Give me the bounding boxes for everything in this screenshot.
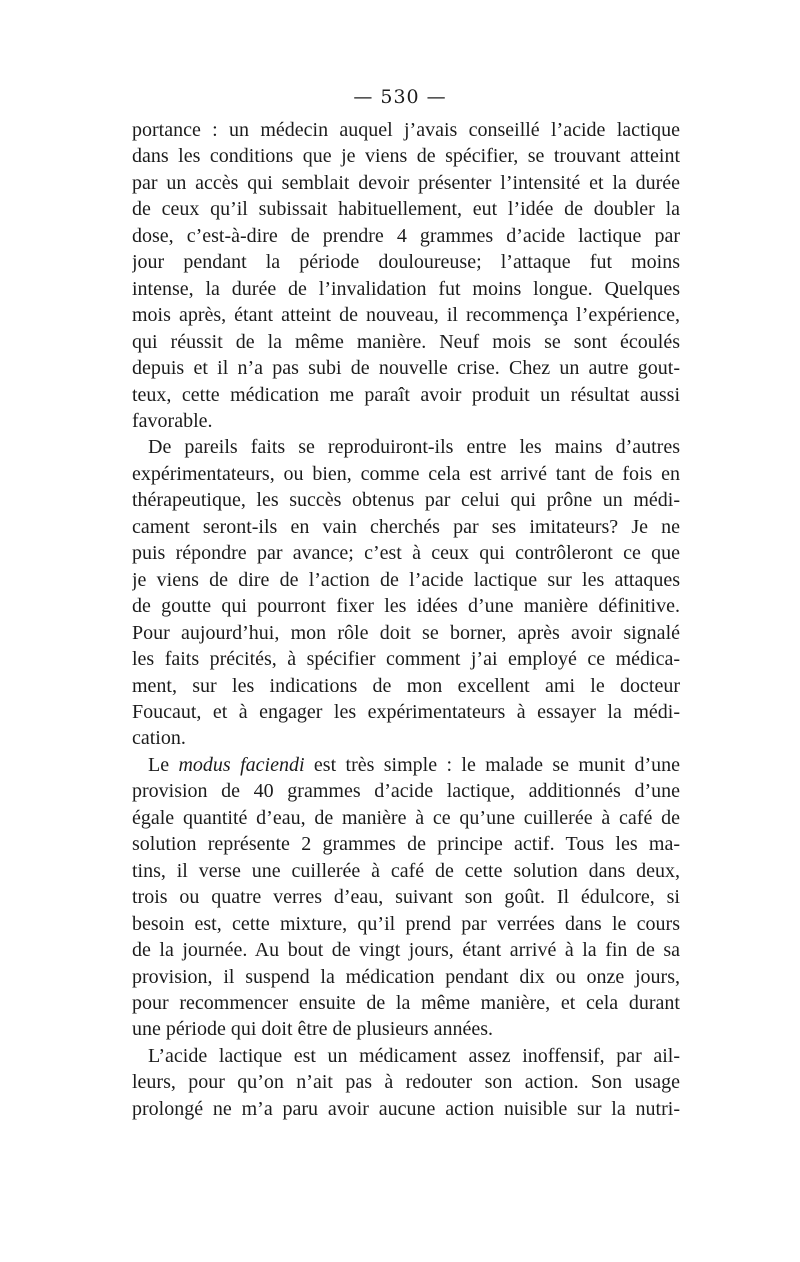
- text-line: de ceux qu’il subissait habituellement, eut l’idée de doubler la: [132, 198, 680, 221]
- text-line: une période qui doit être de plusieurs années.: [132, 1018, 493, 1041]
- page-number: — 530 —: [353, 86, 447, 108]
- text-line: pour recommencer ensuite de la même manière, et cela durant: [132, 991, 680, 1014]
- text-line: thérapeutique, les succès obtenus par celui qui prône un médi-: [132, 489, 680, 512]
- text-line: dans les conditions que je viens de spécifier, se trouvant atteint: [132, 145, 680, 168]
- text-line: qui réussit de la même manière. Neuf mois se sont écoulés: [132, 330, 680, 353]
- text-line: De pareils faits se reproduiront-ils entre les mains d’autres: [148, 436, 680, 459]
- text-line: L’acide lactique est un médicament assez inoffensif, par ail-: [148, 1044, 680, 1067]
- text-line: je viens de dire de l’action de l’acide lactique sur les attaques: [132, 568, 680, 591]
- text-line: portance : un médecin auquel j’avais conseillé l’acide lactique: [132, 119, 680, 141]
- text-line: cation.: [132, 727, 186, 750]
- text-line: solution représente 2 grammes de principe actif. Tous les ma-: [132, 833, 680, 856]
- text-line: tins, il verse une cuillerée à café de cette solution dans deux,: [132, 859, 680, 882]
- text-line: favorable.: [132, 409, 213, 432]
- text-line: par un accès qui semblait devoir présenter l’intensité et la durée: [132, 171, 680, 194]
- paragraph: [132, 1043, 680, 1122]
- text-line: expérimentateurs, ou bien, comme cela est arrivé tant de fois en: [132, 462, 680, 485]
- text-line: leurs, pour qu’on n’ait pas à redouter son action. Son usage: [132, 1071, 680, 1094]
- text-fragment: Le: [148, 753, 179, 776]
- text-line: Foucaut, et à engager les expérimentateurs à essayer la médi-: [132, 700, 680, 723]
- paragraph: [132, 752, 680, 1043]
- text-line: prolongé ne m’a paru avoir aucune action nuisible sur la nutri-: [132, 1097, 680, 1120]
- text-line: trois ou quatre verres d’eau, suivant son goût. Il édulcore, si: [132, 886, 680, 909]
- body-text: [132, 117, 680, 1122]
- text-line: puis répondre par avance; c’est à ceux qui contrôleront ce que: [132, 542, 680, 565]
- text-line: provision de 40 grammes d’acide lactique, additionnés d’une: [132, 780, 680, 803]
- text-line: jour pendant la période douloureuse; l’attaque fut moins: [132, 251, 680, 274]
- text-fragment: est très simple : le malade se munit d’une: [304, 753, 680, 776]
- text-line: provision, il suspend la médication pendant dix ou onze jours,: [132, 965, 680, 988]
- text-line: de goutte qui pourront fixer les idées d’une manière définitive.: [132, 595, 680, 618]
- text-line: les faits précités, à spécifier comment j’ai employé ce médica-: [132, 648, 680, 671]
- text-line: Pour aujourd’hui, mon rôle doit se borner, après avoir signalé: [132, 621, 680, 644]
- text-line: besoin est, cette mixture, qu’il prend par verrées dans le cours: [132, 912, 680, 935]
- text-line: mois après, étant atteint de nouveau, il recommença l’expérience,: [132, 304, 680, 327]
- text-line: intense, la durée de l’invalidation fut moins longue. Quelques: [132, 277, 680, 300]
- paragraph: [132, 117, 680, 434]
- text-line: égale quantité d’eau, de manière à ce qu’une cuillerée à café de: [132, 806, 680, 829]
- text-line: cament seront-ils en vain cherchés par ses imitateurs? Je ne: [132, 515, 680, 538]
- paragraph: [132, 434, 680, 751]
- latin-phrase: modus faciendi: [178, 753, 305, 776]
- text-line: [132, 752, 680, 778]
- text-line: ment, sur les indications de mon excellent ami le docteur: [132, 674, 680, 697]
- text-line: depuis et il n’a pas subi de nouvelle crise. Chez un autre gout-: [132, 357, 680, 380]
- text-line: teux, cette médication me paraît avoir produit un résultat aussi: [132, 383, 680, 406]
- text-line: dose, c’est-à-dire de prendre 4 grammes d’acide lactique par: [132, 224, 680, 247]
- text-line: de la journée. Au bout de vingt jours, étant arrivé à la fin de sa: [132, 939, 680, 962]
